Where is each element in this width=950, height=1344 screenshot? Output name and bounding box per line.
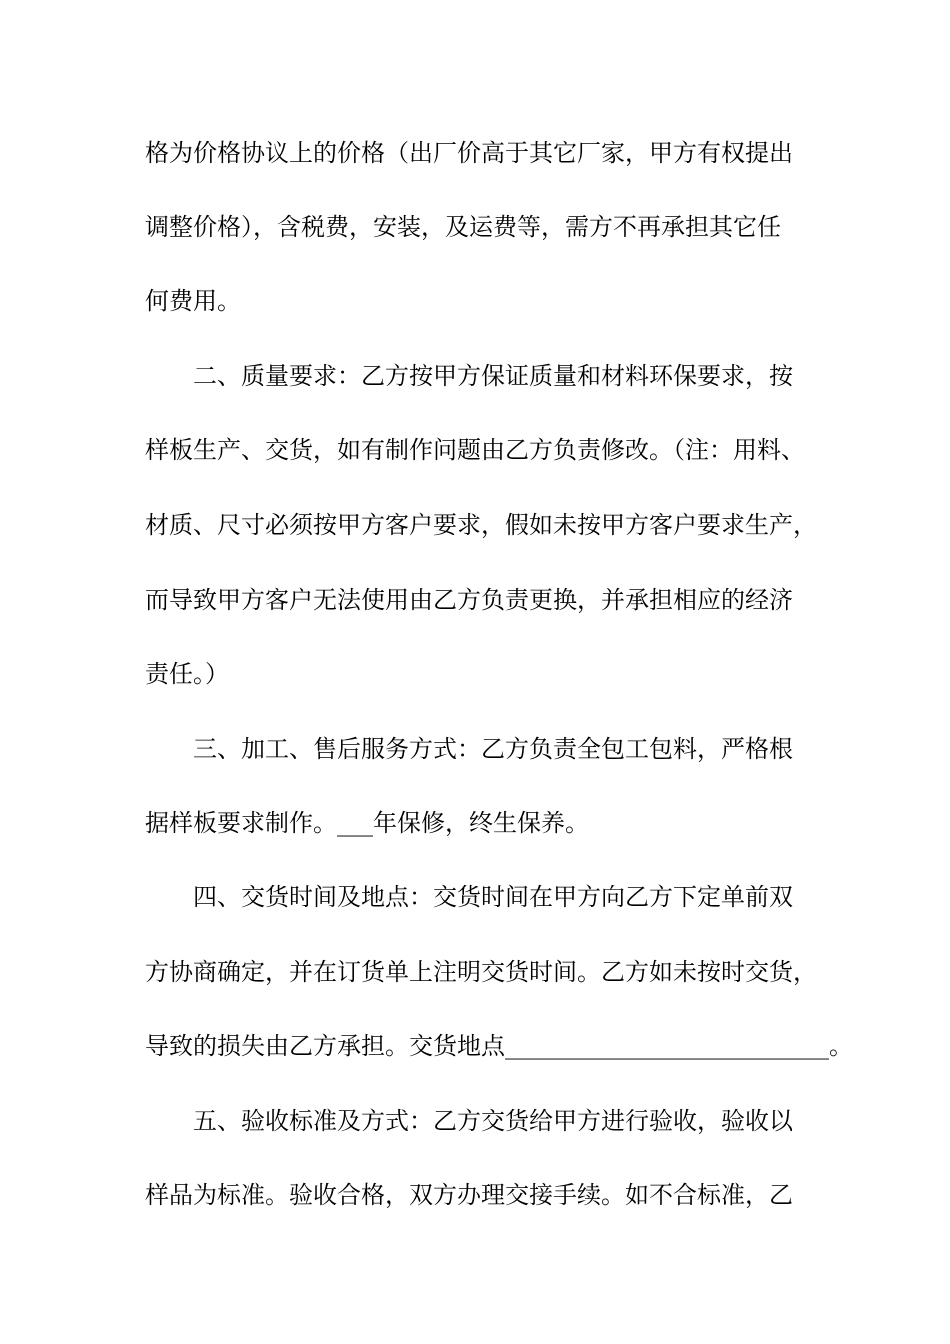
text-line: 材质、尺寸必须按甲方客户要求，假如未按甲方客户要求生产， (145, 511, 817, 539)
section-heading-acceptance: 五、验收标准及方式：乙方交货给甲方进行验收，验收以 (193, 1107, 793, 1135)
text-line: 调整价格），含税费，安装，及运费等，需方不再承担其它任 (145, 213, 781, 241)
text-line: 样品为标准。验收合格，双方办理交接手续。如不合标准，乙 (145, 1181, 793, 1209)
text-line: 格为价格协议上的价格（出厂价高于其它厂家，甲方有权提出 (145, 139, 793, 167)
text-line: 何费用。 (145, 287, 241, 315)
text-line: 据样板要求制作。___年保修，终生保养。 (145, 809, 589, 837)
text-line: 导致的损失由乙方承担。交货地点___________________________。 (145, 1032, 853, 1060)
text-line: 样板生产、交货，如有制作问题由乙方负责修改。（注：用料、 (145, 436, 805, 464)
text-line: 方协商确定，并在订货单上注明交货时间。乙方如未按时交货， (145, 958, 817, 986)
text-line: 责任。） (145, 660, 229, 688)
section-heading-delivery: 四、交货时间及地点：交货时间在甲方向乙方下定单前双 (193, 883, 793, 911)
section-heading-quality: 二、质量要求：乙方按甲方保证质量和材料环保要求，按 (193, 362, 793, 390)
text-line: 而导致甲方客户无法使用由乙方负责更换，并承担相应的经济 (145, 586, 793, 614)
section-heading-service: 三、加工、售后服务方式：乙方负责全包工包料，严格根 (193, 735, 793, 763)
